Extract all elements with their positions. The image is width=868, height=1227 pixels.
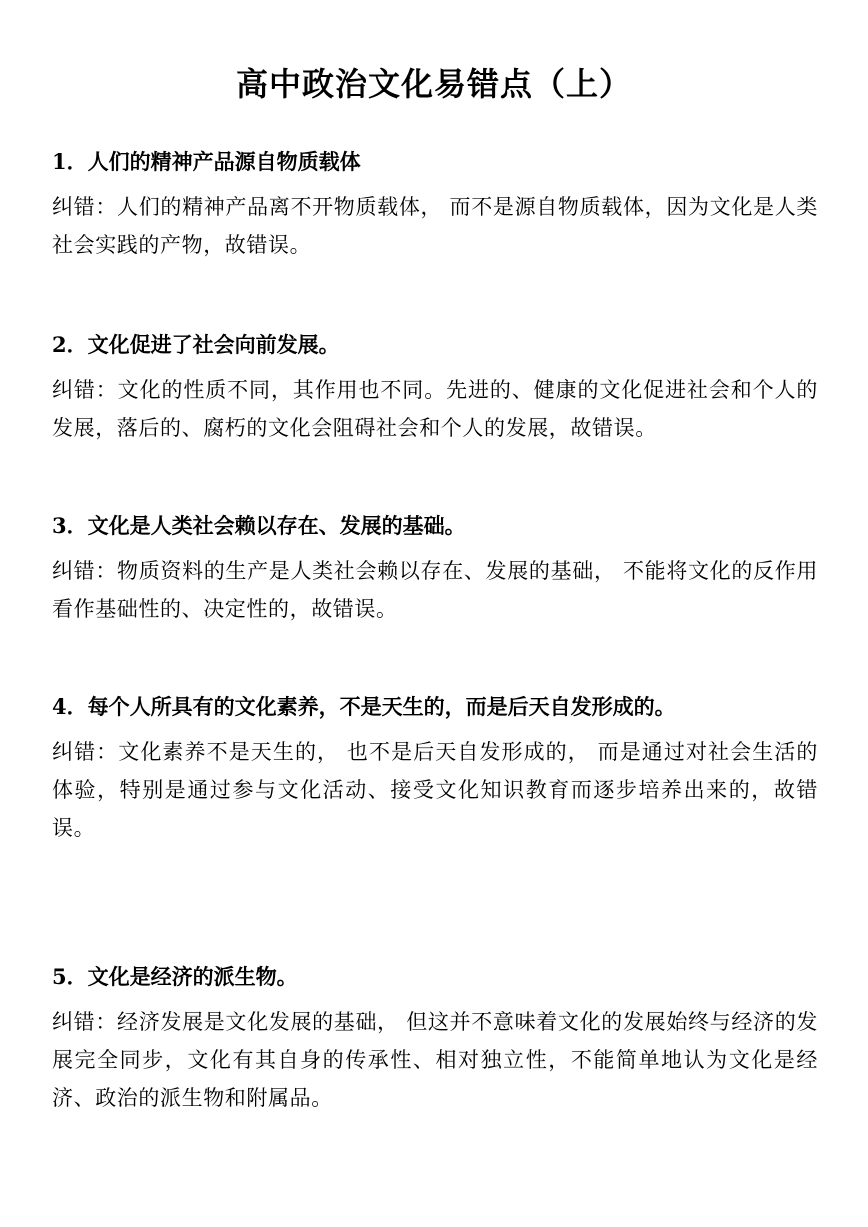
correction-text: 纠错：物质资料的生产是人类社会赖以存在、发展的基础， 不能将文化的反作用看作基础性的、决定性的，故错误。 [52, 559, 818, 621]
error-statement: 5．文化是经济的派生物。 [52, 964, 298, 989]
correction-text: 纠错：经济发展是文化发展的基础， 但这并不意味着文化的发展始终与经济的发展完全同步，文化有其自身的传承性、相对独立性，不能简单地认为文化是经济、政治的派生物和附属品。 [52, 1010, 818, 1110]
error-item-2 [52, 329, 818, 447]
error-statement: 4．每个人所具有的文化素养，不是天生的，而是后天自发形成的。 [52, 694, 676, 719]
error-item-4 [52, 691, 818, 847]
error-item-1 [52, 146, 818, 264]
error-statement: 1．人们的精神产品源自物质载体 [52, 149, 361, 174]
correction-text: 纠错：人们的精神产品离不开物质载体， 而不是源自物质载体，因为文化是人类社会实践的产物，故错误。 [52, 195, 818, 257]
error-statement: 2．文化促进了社会向前发展。 [52, 332, 340, 357]
correction-text: 纠错：文化的性质不同，其作用也不同。先进的、健康的文化促进社会和个人的发展，落后的、腐朽的文化会阻碍社会和个人的发展，故错误。 [52, 378, 818, 440]
error-item-3 [52, 510, 818, 628]
error-item-5 [52, 961, 818, 1117]
error-statement: 3．文化是人类社会赖以存在、发展的基础。 [52, 513, 466, 538]
correction-text: 纠错：文化素养不是天生的， 也不是后天自发形成的， 而是通过对社会生活的体验，特别是通过参与文化活动、接受文化知识教育而逐步培养出来的，故错误。 [52, 740, 818, 840]
page-title: 高中政治文化易错点（上） [235, 65, 632, 103]
